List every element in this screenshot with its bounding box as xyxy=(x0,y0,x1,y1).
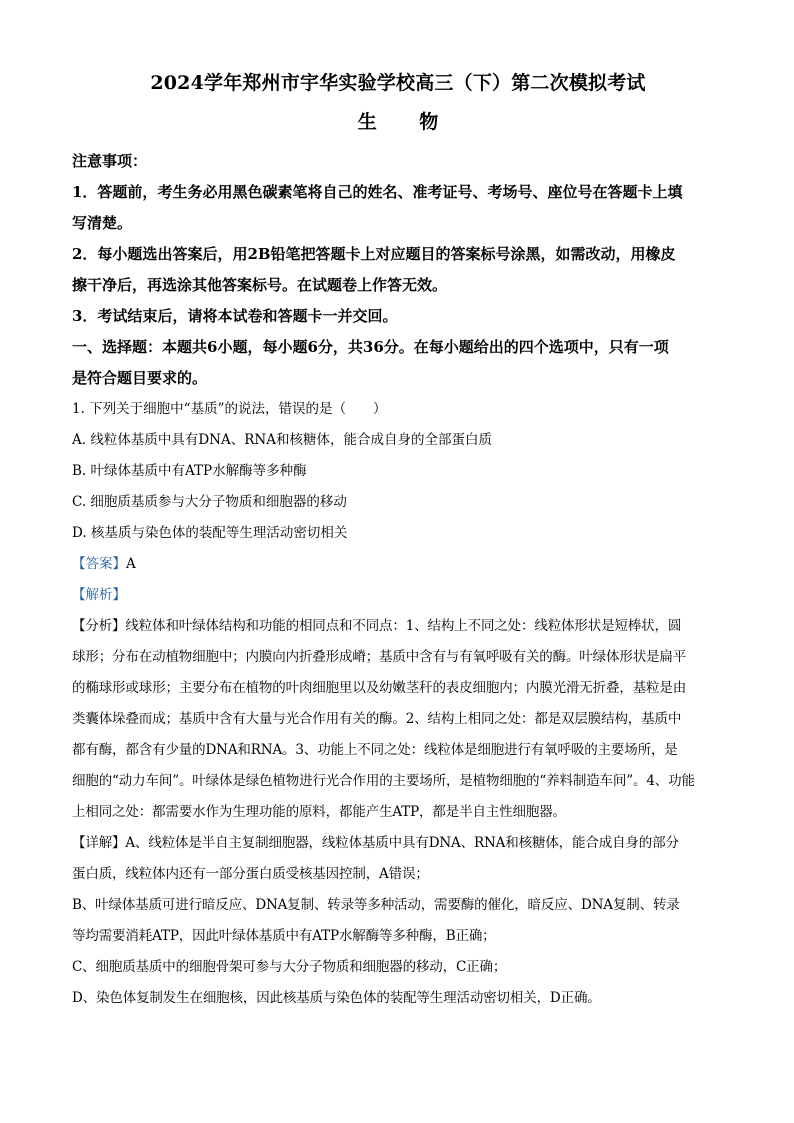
xiangjie-line-3: B、叶绿体基质可进行暗反应、DNA复制、转录等多种活动，需要酶的催化，暗反应、DNA复制、转录 xyxy=(72,897,680,913)
xiangjie-text-1: A、线粒体是半自主复制细胞器，线粒体基质中具有DNA、RNA和核糖体，能合成自身的部分 xyxy=(125,835,679,851)
notes-heading: 注意事项： xyxy=(72,152,148,170)
xiangjie-tag: 【详解】 xyxy=(72,835,126,851)
fenxi-line-3: 的椭球形或球形；主要分布在植物的叶肉细胞里以及幼嫩茎秆的表皮细胞内；内膜光滑无折叠，基粒是由 xyxy=(72,680,687,696)
note-line-2: 写清楚。 xyxy=(72,214,133,232)
note-line-5: 3．考试结束后，请将本试卷和答题卡一并交回。 xyxy=(72,307,398,325)
fenxi-line-7: 上相同之处：都需要水作为生理功能的原料，都能产生ATP，都是半自主性细胞器。 xyxy=(72,804,566,820)
option-b: B. 叶绿体基质中有ATP水解酶等多种酶 xyxy=(72,463,307,479)
note-line-4: 擦干净后，再选涂其他答案标号。在试题卷上作答无效。 xyxy=(72,276,448,294)
section-heading-line-1: 一、选择题：本题共6小题，每小题6分，共36分。在每小题给出的四个选项中，只有一项 xyxy=(72,338,669,356)
question-stem: 1. 下列关于细胞中“基质”的说法，错误的是（ ） xyxy=(72,401,387,417)
fenxi-line-2: 球形；分布在动植物细胞中；内膜向内折叠形成嵴；基质中含有与有氧呼吸有关的酶。叶绿体形状是扁平 xyxy=(72,649,687,665)
note-line-1: 1．答题前，考生务必用黑色碳素笔将自己的姓名、准考证号、考场号、座位号在答题卡上填 xyxy=(72,183,683,201)
fenxi-line-5: 都有酶，都含有少量的DNA和RNA。3、功能上不同之处：线粒体是细胞进行有氧呼吸的主要场所，是 xyxy=(72,742,678,758)
fenxi-text-1: 线粒体和叶绿体结构和功能的相同点和不同点：1、结构上不同之处：线粒体形状是短棒状，圆 xyxy=(125,618,682,634)
fenxi-tag: 【分析】 xyxy=(72,618,126,634)
answer-value: A xyxy=(126,556,136,572)
analysis-tag: 【解析】 xyxy=(72,587,126,603)
xiangjie-line-5: C、细胞质基质中的细胞骨架可参与大分子物质和细胞器的移动，C正确； xyxy=(72,959,507,975)
xiangjie-line-6: D、染色体复制发生在细胞核，因此核基质与染色体的装配等生理活动密切相关，D正确。 xyxy=(72,990,601,1006)
xiangjie-line-1 xyxy=(72,828,724,859)
subject-title: 生 物 xyxy=(357,111,439,133)
exam-content xyxy=(72,146,724,1014)
xiangjie-line-4: 等均需要消耗ATP，因此叶绿体基质中有ATP水解酶等多种酶，B正确； xyxy=(72,928,496,944)
option-a: A. 线粒体基质中具有DNA、RNA和核糖体，能合成自身的全部蛋白质 xyxy=(72,432,492,448)
fenxi-line-1 xyxy=(72,611,724,642)
fenxi-line-6: 细胞的“动力车间”。叶绿体是绿色植物进行光合作用的主要场所，是植物细胞的“养料制造车间”。4、功能 xyxy=(72,773,695,789)
note-line-3: 2．每小题选出答案后，用2B铅笔把答题卡上对应题目的答案标号涂黑，如需改动，用橡皮 xyxy=(72,245,676,263)
fenxi-line-4: 类囊体垛叠而成；基质中含有大量与光合作用有关的酶。2、结构上相同之处：都是双层膜结构，基质中 xyxy=(72,711,682,727)
analysis-heading-line xyxy=(72,580,724,611)
xiangjie-line-2: 蛋白质，线粒体内还有一部分蛋白质受核基因控制，A错误； xyxy=(72,866,429,882)
option-c: C. 细胞质基质参与大分子物质和细胞器的移动 xyxy=(72,494,347,510)
exam-title: 2024学年郑州市宇华实验学校高三（下）第二次模拟考试 xyxy=(150,72,646,94)
section-heading-line-2: 是符合题目要求的。 xyxy=(72,369,208,387)
answer-line xyxy=(72,549,724,580)
answer-tag: 【答案】 xyxy=(72,556,126,572)
option-d: D. 核基质与染色体的装配等生理活动密切相关 xyxy=(72,525,348,541)
